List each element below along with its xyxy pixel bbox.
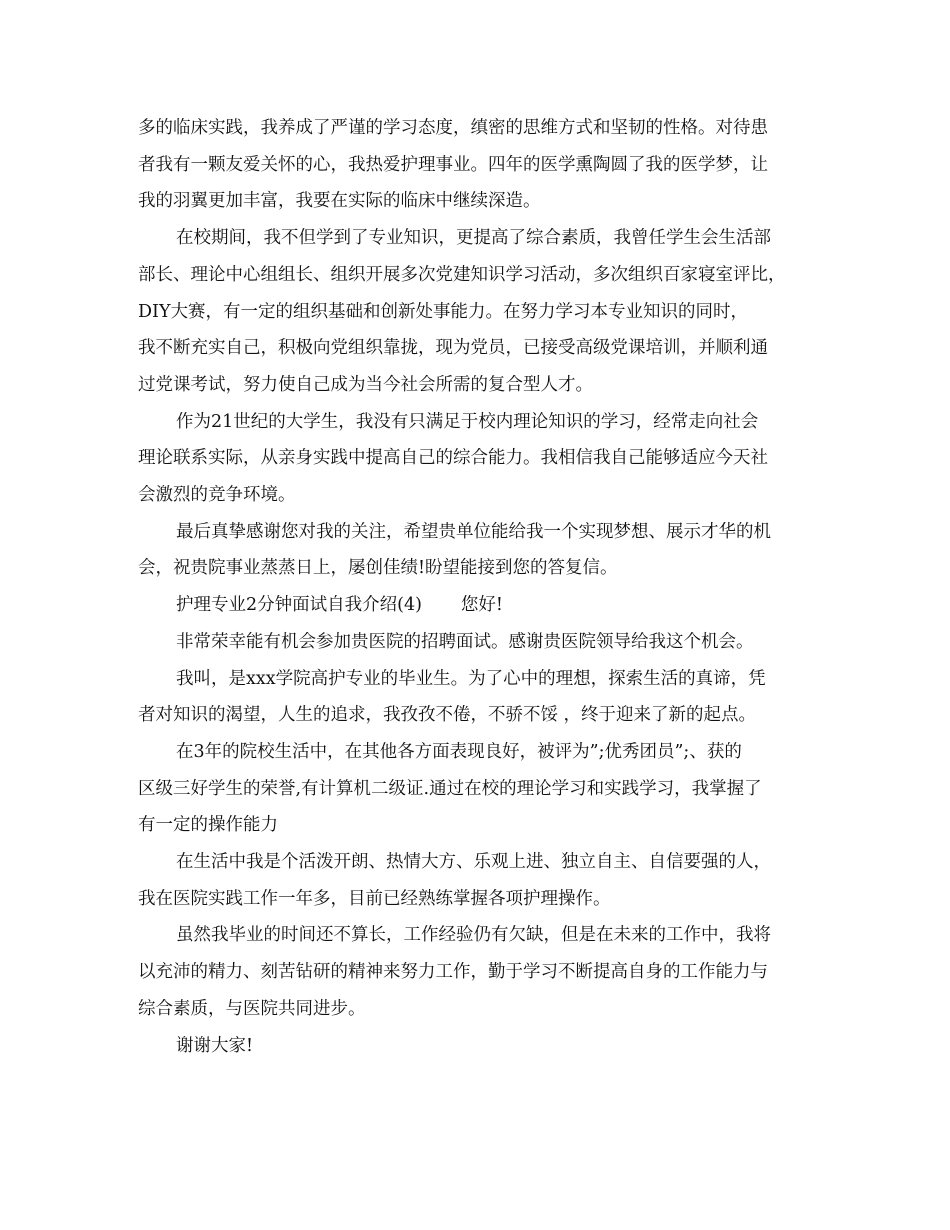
text-line: 综合素质，与医院共同进步。: [138, 998, 366, 1019]
text-line: 区级三好学生的荣誉,有计算机二级证.通过在校的理论学习和实践学习，我掌握了: [138, 778, 762, 799]
text-line: DIY大赛，有一定的组织基础和创新处事能力。在努力学习本专业知识的同时，: [138, 301, 748, 322]
text-line: 部长、理论中心组组长、组织开展多次党建知识学习活动，多次组织百家寝室评比，: [138, 264, 786, 285]
text-line: 有一定的操作能力: [138, 815, 278, 836]
text-line: 在校期间，我不但学到了专业知识，更提高了综合素质，我曾任学生会生活部: [176, 228, 771, 249]
text-line: 护理专业2分钟面试自我介绍(4) 您好!: [176, 595, 503, 616]
text-line: 会激烈的竞争环境。: [138, 485, 296, 506]
text-line: 最后真挚感谢您对我的关注，希望贵单位能给我一个实现梦想、展示才华的机: [176, 521, 771, 542]
text-line: 虽然我毕业的时间还不算长，工作经验仍有欠缺，但是在未来的工作中，我将: [176, 925, 771, 946]
text-line: 我的羽翼更加丰富，我要在实际的临床中继续深造。: [138, 191, 541, 212]
text-line: 作为21世纪的大学生，我没有只满足于校内理论知识的学习，经常走向社会: [176, 411, 759, 432]
document-body: [138, 110, 818, 1064]
text-line: 过党课考试，努力使自己成为当今社会所需的复合型人才。: [138, 374, 593, 395]
text-line: 理论联系实际，从亲身实践中提高自己的综合能力。我相信我自己能够适应今天社: [138, 448, 768, 469]
text-line: 以充沛的精力、刻苦钻研的精神来努力工作，勤于学习不断提高自身的工作能力与: [138, 962, 768, 983]
text-line: 在生活中我是个活泼开朗、热情大方、乐观上进、独立自主、自信要强的人，: [176, 852, 771, 873]
text-line: 我不断充实自己，积极向党组织靠拢，现为党员，已接受高级党课培训，并顺利通: [138, 338, 768, 359]
text-line: 非常荣幸能有机会参加贵医院的招聘面试。感谢贵医院领导给我这个机会。: [176, 631, 754, 652]
text-line: 多的临床实践，我养成了严谨的学习态度，缜密的思维方式和坚韧的性格。对待患: [138, 118, 768, 138]
text-line: 谢谢大家!: [176, 1035, 254, 1056]
text-line: 者我有一颗友爱关怀的心，我热爱护理事业。四年的医学熏陶圆了我的医学梦，让: [138, 154, 768, 175]
text-line: 在3年的院校生活中，在其他各方面表现良好，被评为”;优秀团员”;、获的: [176, 741, 742, 762]
text-line: 者对知识的渴望，人生的追求，我孜孜不倦，不骄不馁 ，终于迎来了新的起点。: [138, 705, 757, 726]
text-line: 会，祝贵院事业蒸蒸日上，屡创佳绩!盼望能接到您的答复信。: [138, 558, 618, 579]
text-line: 我叫，是xxx学院高护专业的毕业生。为了心中的理想，探索生活的真谛，凭: [176, 668, 766, 689]
text-line: 我在医院实践工作一年多，目前已经熟练掌握各项护理操作。: [138, 888, 611, 909]
